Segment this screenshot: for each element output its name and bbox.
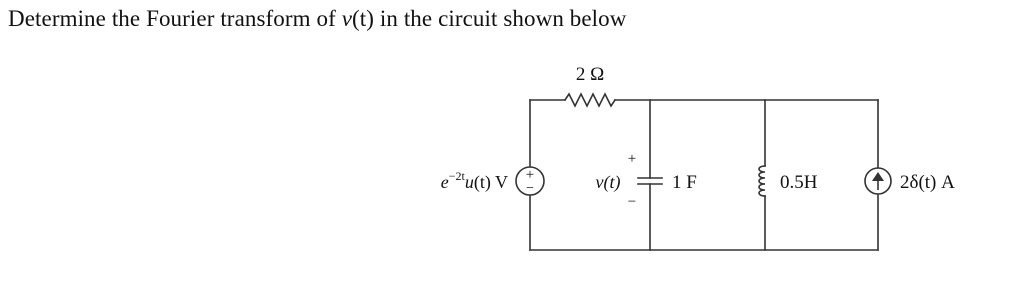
capacitor-voltage-label: v(t): [595, 172, 621, 192]
voltage-source-plus: +: [525, 167, 535, 183]
inductor-coil: [759, 166, 765, 196]
voltage-source-label-u: u: [464, 172, 474, 192]
voltage-source-label-tail: (t) V: [473, 172, 508, 192]
question-suffix: (t) in the circuit shown below: [352, 6, 627, 31]
capacitor-label: 1 F: [672, 172, 697, 193]
resistor-label: 2 Ω: [575, 64, 605, 85]
capacitor-voltage-plus: +: [627, 151, 637, 167]
inductor-label: 0.5H: [780, 172, 818, 193]
capacitor-voltage-minus: −: [627, 194, 637, 210]
voltage-source-label: [441, 169, 508, 193]
voltage-source-label-e: e: [440, 172, 449, 192]
current-source-label: 2δ(t) A: [900, 172, 955, 193]
question-prefix: Determine the Fourier transform of: [8, 6, 342, 31]
voltage-source-minus: −: [526, 181, 534, 196]
resistor-symbol: [565, 94, 615, 106]
question-variable: v: [341, 6, 353, 31]
voltage-source-label-exponent: −2t: [448, 169, 465, 183]
